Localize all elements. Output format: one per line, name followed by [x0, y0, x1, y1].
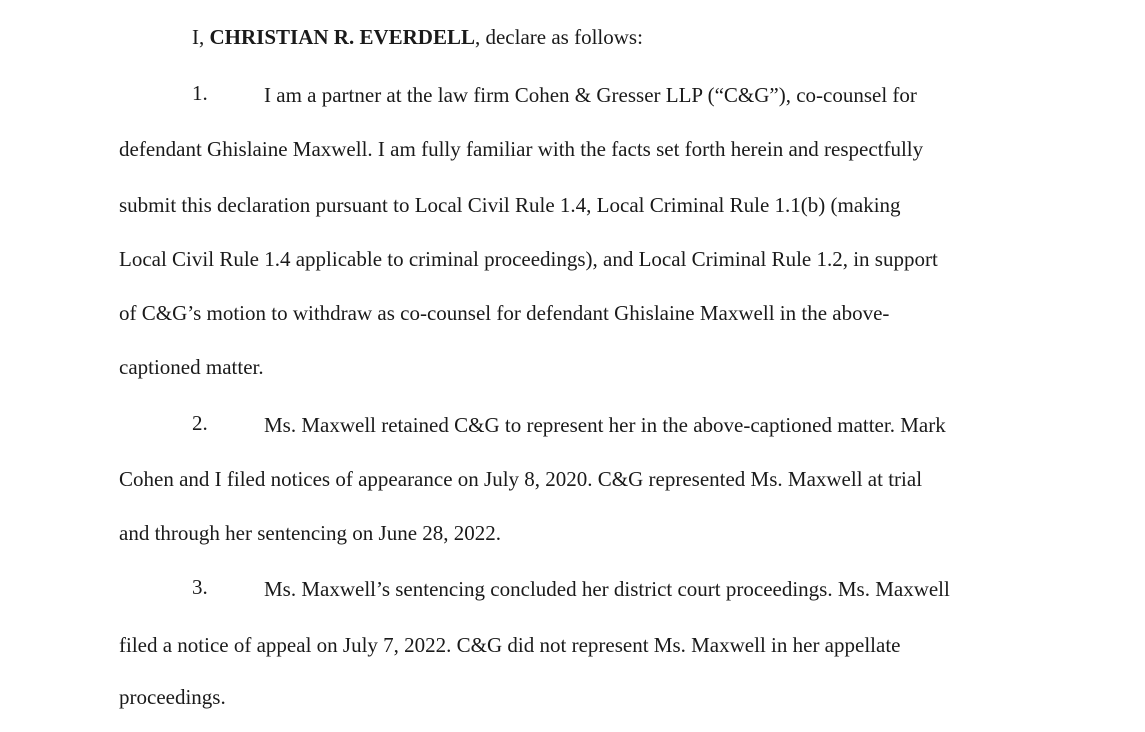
declarant-name: CHRISTIAN R. EVERDELL	[209, 25, 475, 49]
paragraph-1-number: 1.	[192, 81, 208, 105]
paragraph-1-line-5: of C&G’s motion to withdraw as co-counsel for defendant Ghislaine Maxwell in the above-	[119, 301, 890, 325]
paragraph-2-line-3: and through her sentencing on June 28, 2022.	[119, 521, 502, 545]
intro-line	[192, 24, 643, 50]
paragraph-1-line-3: submit this declaration pursuant to Local Civil Rule 1.4, Local Criminal Rule 1.1(b) (making	[119, 193, 901, 217]
paragraph-1-line-2: defendant Ghislaine Maxwell. I am fully familiar with the facts set forth herein and respectfully	[119, 137, 924, 161]
paragraph-3-line-1: Ms. Maxwell’s sentencing concluded her district court proceedings. Ms. Maxwell	[264, 577, 950, 601]
paragraph-1-line-4: Local Civil Rule 1.4 applicable to criminal proceedings), and Local Criminal Rule 1.2, in support	[119, 247, 938, 271]
paragraph-3-line-3: proceedings.	[119, 685, 226, 709]
paragraph-2-line-2: Cohen and I filed notices of appearance on July 8, 2020. C&G represented Ms. Maxwell at trial	[119, 467, 923, 491]
intro-suffix: , declare as follows:	[474, 25, 643, 49]
paragraph-3-line-2: filed a notice of appeal on July 7, 2022. C&G did not represent Ms. Maxwell in her appellate	[119, 633, 901, 657]
paragraph-1-line-1: I am a partner at the law firm Cohen & Gresser LLP (“C&G”), co-counsel for	[264, 83, 917, 107]
paragraph-1-line-6: captioned matter.	[119, 355, 264, 379]
intro-prefix: I,	[192, 25, 210, 49]
paragraph-2-line-1: Ms. Maxwell retained C&G to represent her in the above-captioned matter. Mark	[264, 413, 946, 437]
paragraph-2-number: 2.	[192, 411, 208, 435]
paragraph-3-number: 3.	[192, 575, 208, 599]
